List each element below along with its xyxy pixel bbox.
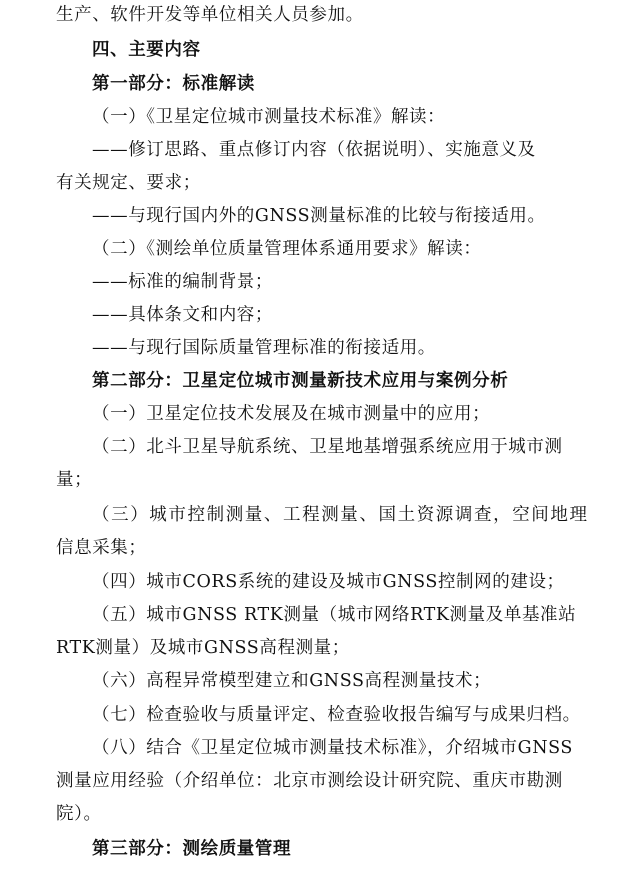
part-three-heading: 第三部分：测绘质量管理 [92,839,292,859]
part-two-item-2: （二）北斗卫星导航系统、卫星地基增强系统应用于城市测 [92,437,563,457]
part-two-item-1: （一）卫星定位技术发展及在城市测量中的应用； [92,404,491,424]
part-two-item-8-end: 院）。 [56,804,102,824]
part-two-item-3: （三）城市控制测量、工程测量、国土资源调查，空间地理 [92,505,589,525]
part-two-item-4: （四）城市CORS系统的建设及城市GNSS控制网的建设； [92,572,565,592]
part-two-item-8-cont: 测量应用经验（介绍单位：北京市测绘设计研究院、重庆市勘测 [56,771,563,791]
part-two-item-3-cont: 信息采集； [56,538,147,558]
intro-continuation: 生产、软件开发等单位相关人员参加。 [56,5,364,25]
part-one-item-2: （二）《测绘单位质量管理体系通用要求》解读： [92,239,482,259]
section-heading-main-content: 四、主要内容 [92,40,201,60]
part-one-item-1: （一）《卫星定位城市测量技术标准》解读： [92,107,446,127]
part-one-item-1-point-2: ——与现行国内外的GNSS测量标准的比较与衔接适用。 [92,206,546,226]
part-one-item-2-point-1: ——标准的编制背景； [92,272,273,292]
part-one-heading: 第一部分：标准解读 [92,74,255,94]
part-two-item-6: （六）高程异常模型建立和GNSS高程测量技术； [92,671,492,691]
part-two-heading: 第二部分：卫星定位城市测量新技术应用与案例分析 [92,371,509,391]
part-one-item-2-point-2: ——具体条文和内容； [92,305,273,325]
part-one-item-1-point-1-cont: 有关规定、要求； [56,173,201,193]
part-two-item-5-cont: RTK测量）及城市GNSS高程测量； [56,638,350,658]
part-two-item-8: （八）结合《卫星定位城市测量技术标准》，介绍城市GNSS [92,738,574,758]
part-one-item-1-point-1: ——修订思路、重点修订内容（依据说明）、实施意义及 [92,140,536,160]
part-two-item-2-cont: 量； [56,470,93,490]
part-two-item-7: （七）检查验收与质量评定、检查验收报告编写与成果归档。 [92,705,581,725]
part-one-item-2-point-3: ——与现行国际质量管理标准的衔接适用。 [92,338,436,358]
part-two-item-5: （五）城市GNSS RTK测量（城市网络RTK测量及单基准站 [92,605,577,625]
